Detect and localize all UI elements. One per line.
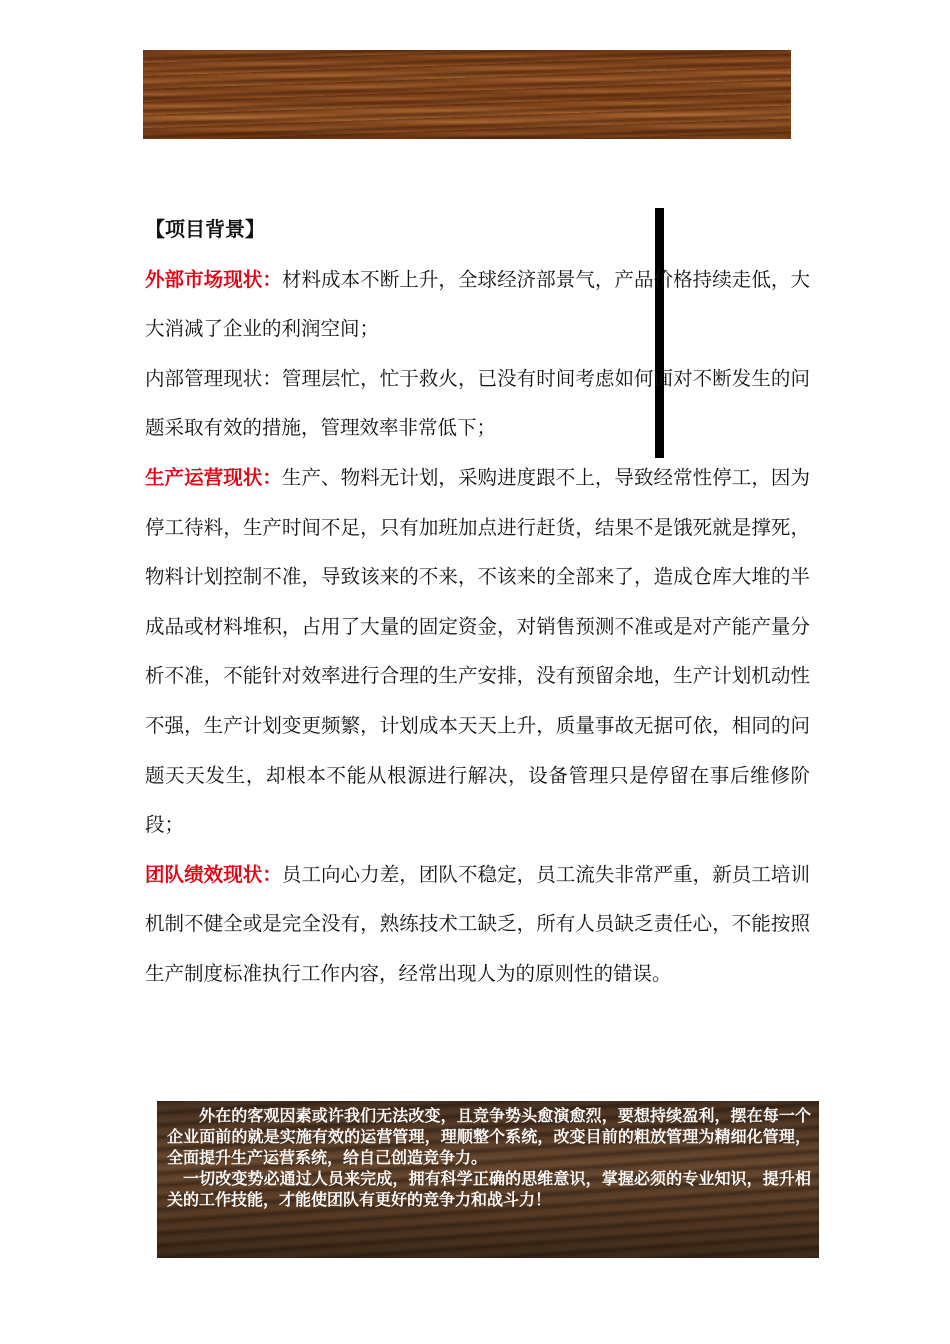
callout-paragraph-2: 一切改变势必通过人员来完成，拥有科学正确的思维意识，掌握必须的专业知识，提升相关的工作技能，才能使团队有更好的竞争力和战斗力！ (167, 1169, 811, 1209)
paragraph-text: 生产、物料无计划，采购进度跟不上，导致经常性停工，因为停工待料，生产时间不足，只有加班加点进行赶货，结果不是饿死就是撑死，物料计划控制不准，导致该来的不来，不该来的全部来了，造成仓库大堆的半成品或材料堆积，占用了大量的固定资金，对销售预测不准或是对产能产量分析不准，不能针对效率进行合理的生产安排，没有预留余地，生产计划机动性不强，生产计划变更频繁，计划成本天天上升，质量事故无据可依，相同的问题天天发生，却根本不能从根源进行解决，设备管理只是停留在事后维修阶段； (145, 465, 810, 837)
section-heading: 【项目背景】 (145, 217, 265, 241)
paragraph-text: 内部管理现状：管理层忙，忙于救火，已没有时间考虑如何面对不断发生的问题采取有效的措施，管理效率非常低下； (145, 366, 810, 440)
paragraph-text: 员工向心力差，团队不稳定，员工流失非常严重，新员工培训机制不健全或是完全没有，熟练技术工缺乏，所有人员缺乏责任心，不能按照生产制度标准执行工作内容，经常出现人为的原则性的错误。 (145, 862, 810, 985)
paragraph-label: 生产运营现状： (145, 465, 282, 489)
paragraph-production-operations (145, 453, 810, 850)
project-background-section (145, 205, 810, 999)
paragraph-label: 团队绩效现状： (145, 862, 282, 886)
paragraph-internal-management (145, 354, 810, 453)
callout-paragraph-1: 外在的客观因素或许我们无法改变，且竞争势头愈演愈烈，要想持续盈利，摆在每一个企业面前的就是实施有效的运营管理，理顺整个系统，改变目前的粗放管理为精细化管理，全面提升生产运营系统，给自己创造竞争力。 (167, 1106, 811, 1167)
paragraph-label: 外部市场现状： (145, 267, 282, 291)
paragraph-external-market (145, 255, 810, 354)
wood-grain-banner (143, 50, 791, 139)
paragraph-text: 材料成本不断上升，全球经济部景气，产品价格持续走低，大大消减了企业的利润空间； (145, 267, 810, 341)
paragraph-team-performance (145, 850, 810, 999)
callout-box (157, 1101, 819, 1258)
